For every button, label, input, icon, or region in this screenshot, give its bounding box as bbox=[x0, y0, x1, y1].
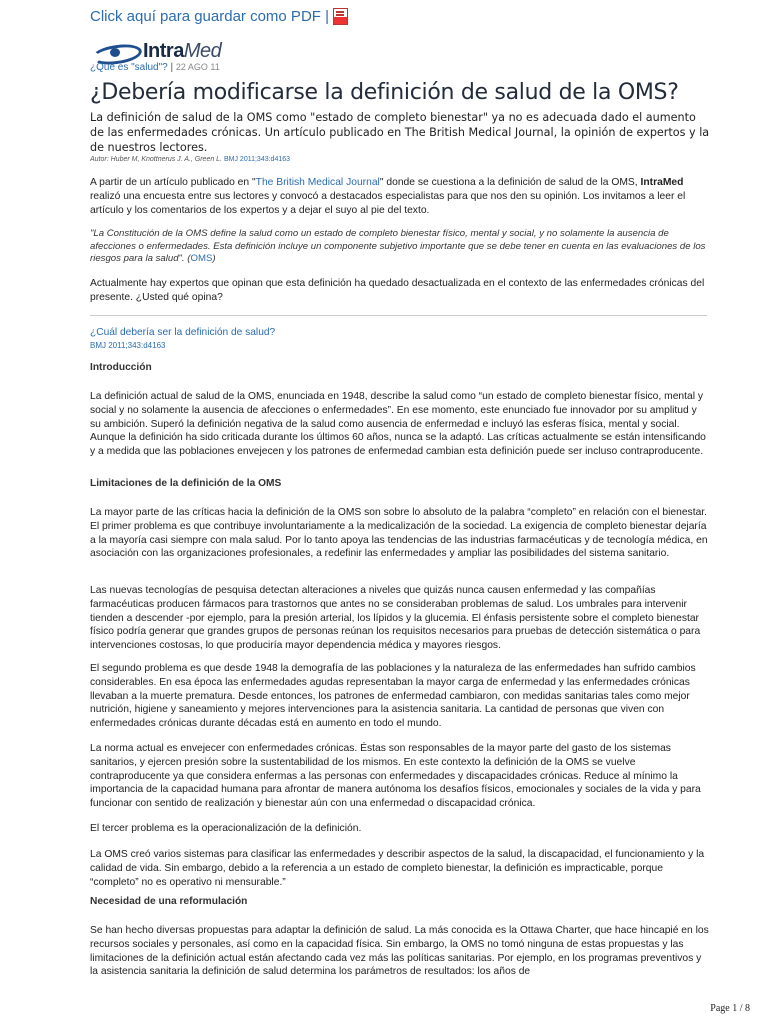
bmj-reference-link[interactable]: BMJ 2011;343:d4163 bbox=[223, 156, 291, 163]
question-title-link[interactable]: ¿Cuál debería ser la definición de salud? bbox=[90, 327, 276, 338]
publish-date: 22 AGO 11 bbox=[175, 62, 220, 72]
bmj-link[interactable]: The British Medical Journal bbox=[255, 177, 380, 188]
paragraph-reformulacion: Se han hecho diversas propuestas para adaptar la definición de salud. La más conocida es la Ottawa Charter, que hace hincapié en los recursos sociales y personales, así como en la capacidad física. Sin embargo, la OMS no tomó ninguna de estas propuestas y las limitaciones de la definición actual están afectando cada vez más las políticas sanitarias. Por ejemplo, en los programas preventivos y la asistencia sanitaria la definición de salud determina los parámetros de resultados: los años de bbox=[90, 925, 709, 978]
heading-limitaciones: Limitaciones de la definición de la OMS bbox=[90, 478, 282, 489]
article-authors: Autor: Huber M, Knottnerus J. A., Green L. BMJ 2011;343:d4163 bbox=[90, 156, 291, 163]
article-title: ¿Debería modificarse la definición de salud de la OMS? bbox=[90, 80, 679, 105]
oms-link[interactable]: OMS bbox=[190, 253, 213, 265]
intro-paragraph: A partir de un artículo publicado en "The British Medical Journal" donde se cuestiona a la definición de salud de la OMS, IntraMed realizó una encuesta entre sus lectores y convocó a destacados especialistas para que nos den su opinión. Los invitamos a leer el artículo y los comentarios de los expertos y a dejar el suyo al pie del texto. bbox=[90, 177, 686, 216]
paragraph-limitaciones-3: El segundo problema es que desde 1948 la demografía de las poblaciones y la naturaleza de las enfermedades han sufrido cambios considerables. En esa época las enfermedades agudas representaban la mayor carga de enfermedad y las enfermedades crónicas llevaban a la muerte prematura. Desde entonces, los patrones de enfermedad cambiaron, con medidas sanitarias tales como mejor nutrición, higiene y saneamiento y mejores intervenciones para la asistencia sanitaria. La cantidad de personas que viven con enfermedades crónicas durante décadas está en aumento en todo el mundo. bbox=[90, 663, 696, 730]
opinion-paragraph: Actualmente hay expertos que opinan que esta definición ha quedado desactualizada en el contexto de las enfermedades crónicas del presente. ¿Usted qué opina? bbox=[90, 278, 705, 303]
save-as-pdf-label: Click aquí para guardar como PDF | bbox=[90, 8, 329, 25]
question-reference: BMJ 2011;343:d4163 bbox=[90, 341, 166, 350]
paragraph-limitaciones-1: La mayor parte de las críticas hacia la definición de la OMS son sobre lo absoluto de la palabra “completo” en relación con el bienestar. El primer problema es que contribuye involuntariamente a la medicalización de la sociedad. La exigencia de completo bienestar dejaría a la mayoría casi siempre con mala salud. Por lo tanto apoya las tendencias de las industrias farmacéuticas y de tecnología médica, en asociación con las organizaciones profesionales, a redefinir las enfermedades y ampliar las posibilidades del sistema sanitario. bbox=[90, 507, 708, 560]
page-number: Page 1 / 8 bbox=[710, 1003, 750, 1014]
heading-introduccion: Introducción bbox=[90, 362, 152, 373]
heading-reformulacion: Necesidad de una reformulación bbox=[90, 896, 248, 907]
paragraph-limitaciones-5: El tercer problema es la operacionalización de la definición. bbox=[90, 823, 362, 834]
eye-logo-icon bbox=[90, 43, 140, 61]
section-breadcrumb: ¿Qué es "salud"? | 22 AGO 11 bbox=[90, 62, 220, 73]
section-link[interactable]: ¿Qué es "salud"? bbox=[90, 62, 168, 73]
save-as-pdf-link[interactable] bbox=[90, 8, 348, 25]
intramed-logo[interactable] bbox=[90, 40, 221, 63]
paragraph-limitaciones-6: La OMS creó varios sistemas para clasificar las enfermedades y describir aspectos de la salud, la discapacidad, el funcionamiento y la calidad de vida. Sin embargo, debido a la referencia a un estado de completo bienestar, la definición es impracticable, porque “completo” no es operativo ni mensurable.” bbox=[90, 849, 705, 888]
paragraph-limitaciones-4: La norma actual es envejecer con enfermedades crónicas. Éstas son responsables de la mayor parte del gasto de los sistemas sanitarios, y ejercen presión sobre la sustentabilidad de los mismos. En este contexto la definición de la OMS se vuelve contraproducente ya que considera enfermas a las personas con enfermedades y discapacidades crónicas. Reduce al mínimo la importancia de la capacidad humana para afrontar de manera autónoma los desafíos físicos, emocionales y sociales de la vida y para funcionar con sentido de realización y bienestar aún con una enfermedad o discapacidad crónica. bbox=[90, 743, 701, 810]
divider bbox=[90, 315, 707, 316]
logo-text: IntraMed bbox=[143, 40, 222, 62]
who-quote: "La Constitución de la OMS define la salud como un estado de completo bienestar físico, mental y social, y no solamente la ausencia de afecciones o enfermedades. Esta definición incluye un componente subjetivo importante que se debe tener en cuenta en las evaluaciones de los riesgos para la salud". (OMS) bbox=[90, 228, 706, 265]
article-lead: La definición de salud de la OMS como "estado de completo bienestar" ya no es adecuada dado el aumento de las enfermedades crónicas. Un artículo publicado en The British Medical Journal, la opinión de expertos y la de nuestros lectores. bbox=[90, 111, 710, 154]
paragraph-introduccion: La definición actual de salud de la OMS, enunciada en 1948, describe la salud como “un estado de completo bienestar físico, mental y social y no solamente la ausencia de afecciones o enfermedades”. En ese momento, este enunciado fue innovador por su amplitud y su ambición. Superó la definición negativa de la salud como ausencia de enfermedad e incluyó las esferas física, mental y social. Aunque la definición ha sido criticada durante los últimos 60 años, nunca se la adaptó. Las críticas actualmente se están intensificando y a medida que las poblaciones envejecen y los patrones de enfermedad cambian esta definición puede ser incluso contraproducente. bbox=[90, 391, 706, 458]
paragraph-limitaciones-2: Las nuevas tecnologías de pesquisa detectan alteraciones a niveles que quizás nunca causen enfermedad y las compañías farmacéuticas producen fármacos para trastornos que antes no se consideraban problemas de salud. Los umbrales para intervenir tienden a descender -por ejemplo, para la presión arterial, los lípidos y la glucemia. El énfasis persistente sobre el completo bienestar físico podría generar que grandes grupos de personas reúnan los requisitos necesarios para pruebas de detección sistemática o para intervenciones costosas, lo que produciría mayor dependencia médica y mayores riesgos. bbox=[90, 585, 701, 652]
pdf-icon[interactable] bbox=[333, 8, 348, 25]
